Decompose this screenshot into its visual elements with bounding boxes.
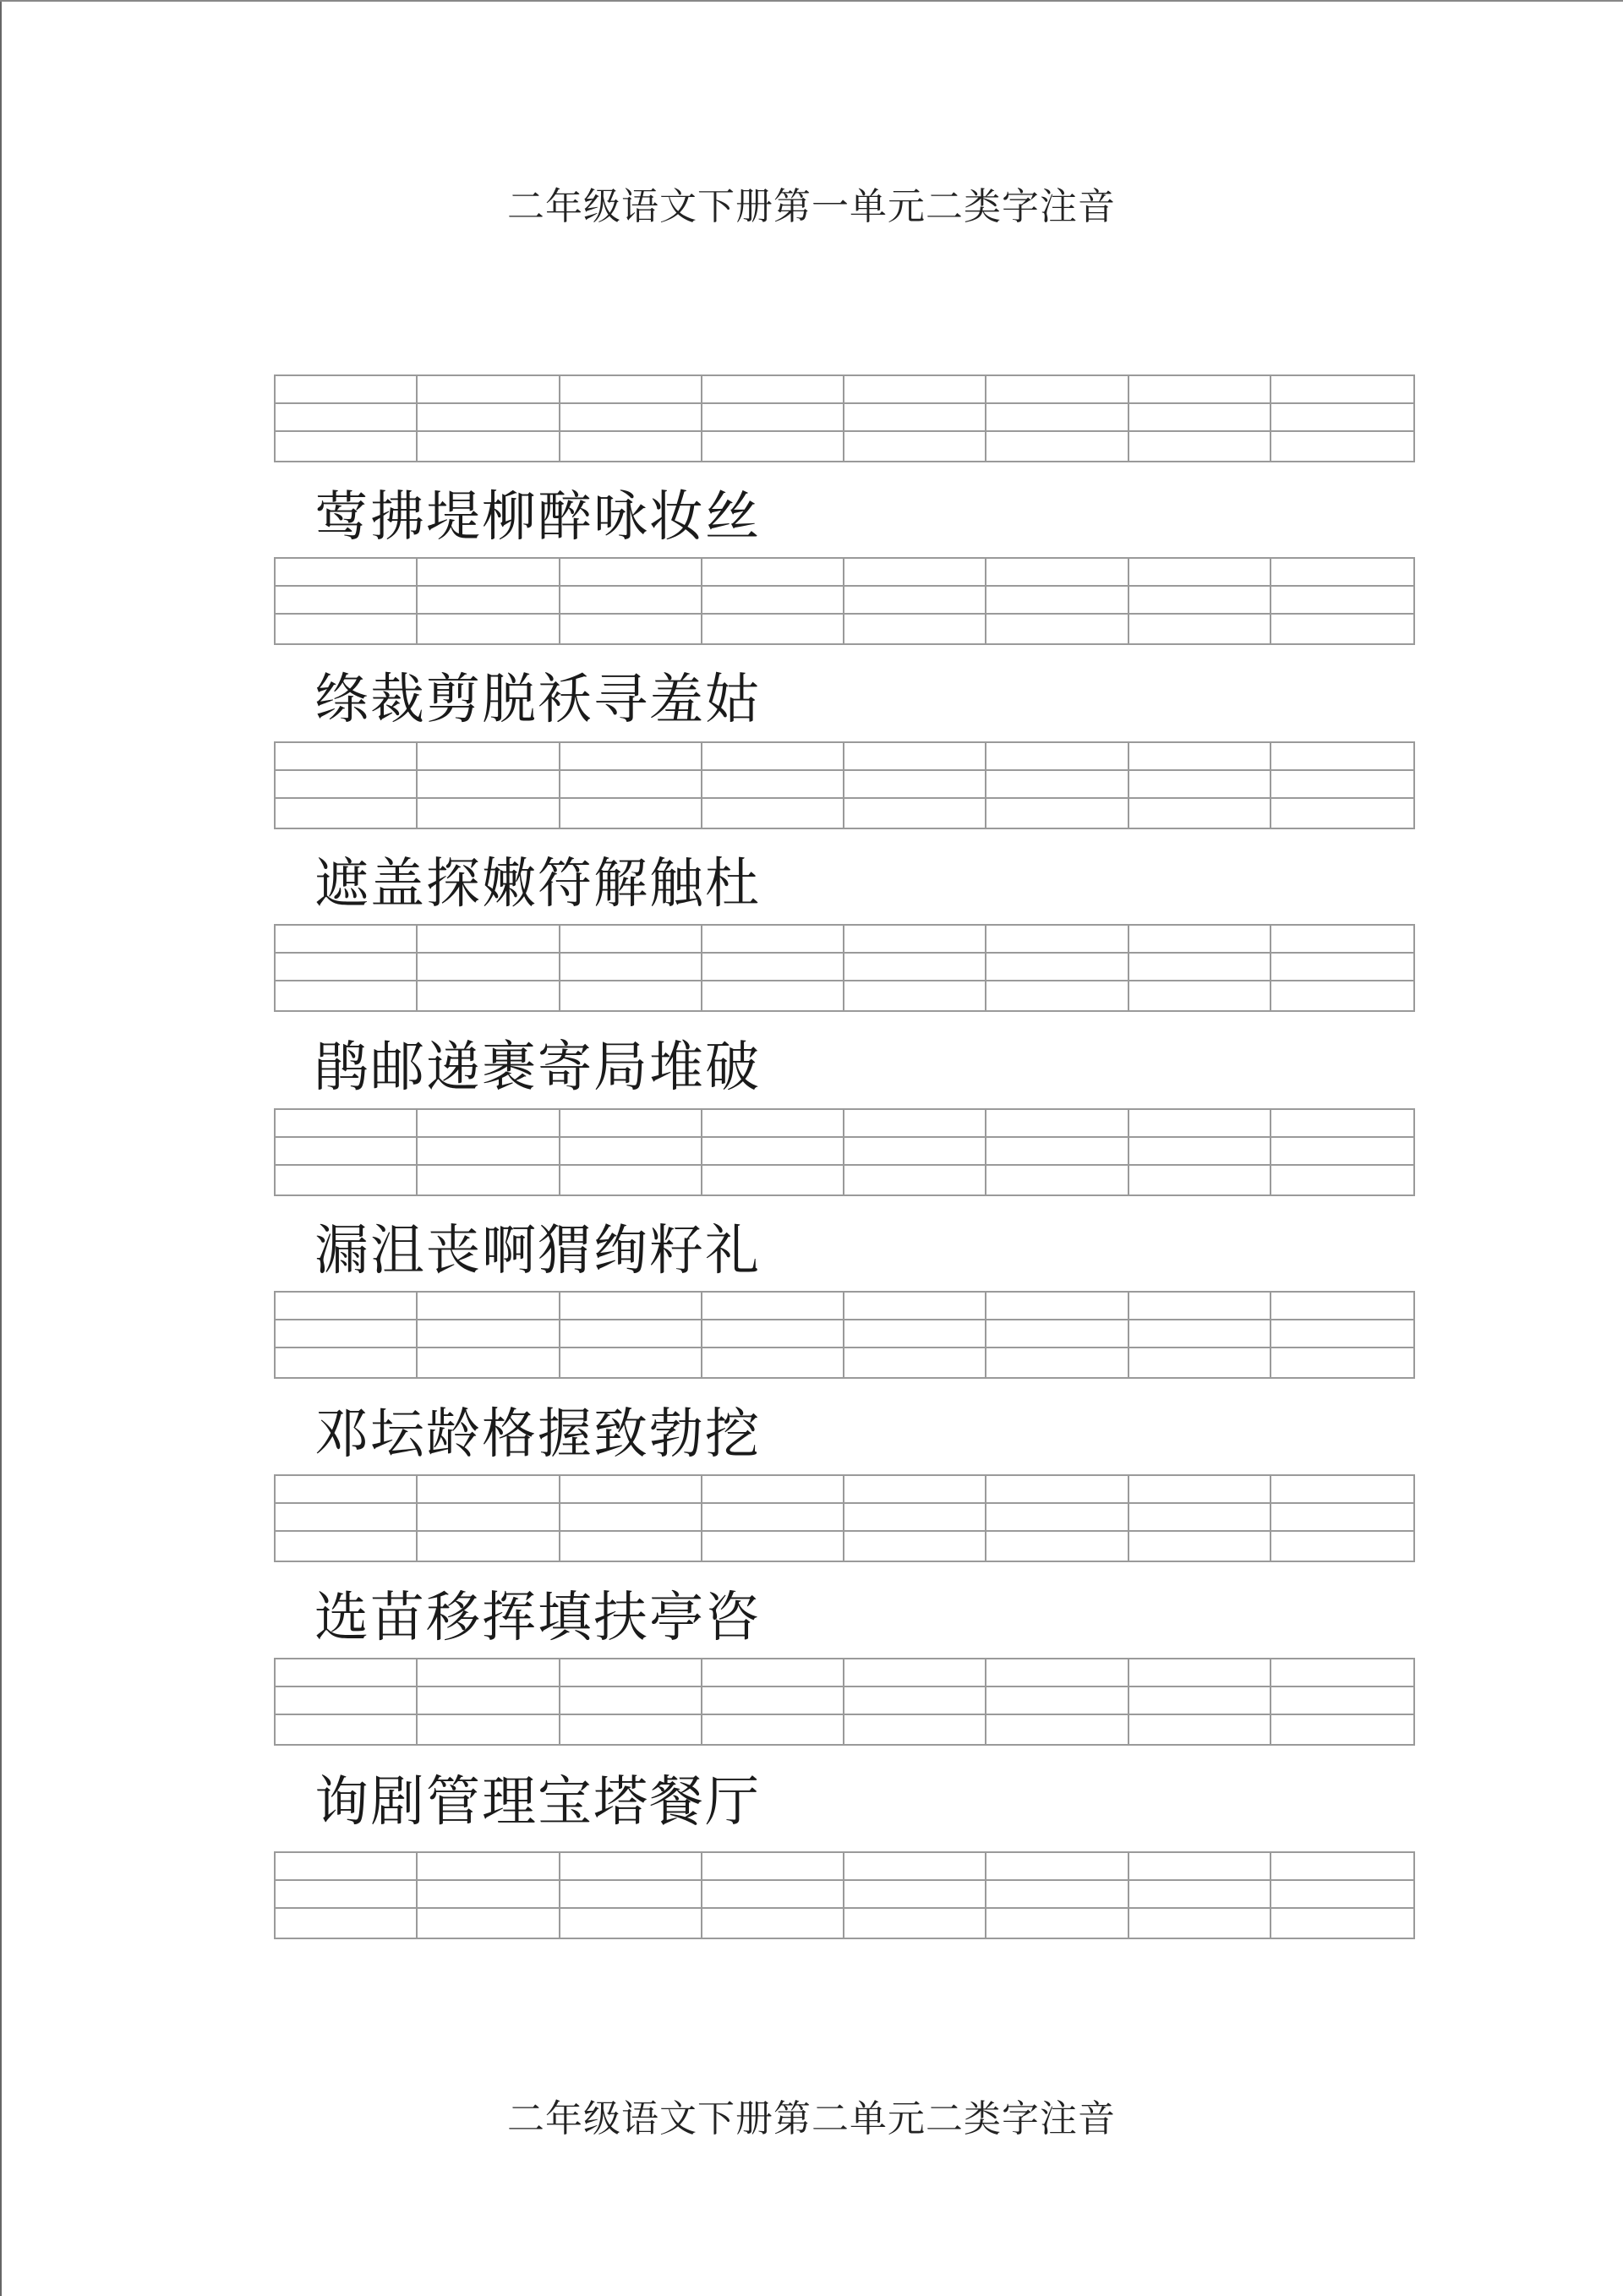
pinyin-cell[interactable] <box>1271 376 1413 461</box>
char-row-2: 绦裁剪脱袄寻羞姑 <box>314 669 761 731</box>
pinyin-grid-5[interactable] <box>274 1108 1415 1196</box>
pinyin-cell[interactable] <box>418 1293 560 1377</box>
pinyin-cell[interactable] <box>702 559 844 643</box>
pinyin-cell[interactable] <box>276 1476 418 1561</box>
pinyin-cell[interactable] <box>276 926 418 1010</box>
pinyin-cell[interactable] <box>844 559 986 643</box>
pinyin-cell[interactable] <box>1129 376 1271 461</box>
pinyin-grid-7[interactable] <box>274 1474 1415 1562</box>
pinyin-cell[interactable] <box>1129 559 1271 643</box>
char-row-4: 鹃邮递裹寄局堆破 <box>314 1036 761 1099</box>
pinyin-cell[interactable] <box>1129 926 1271 1010</box>
pinyin-cell[interactable] <box>276 743 418 828</box>
pinyin-cell[interactable] <box>1271 926 1413 1010</box>
unit2-title: 二年级语文下册第二单元二类字注音 <box>507 2097 1116 2140</box>
pinyin-cell[interactable] <box>560 1110 702 1194</box>
pinyin-cell[interactable] <box>560 743 702 828</box>
pinyin-cell[interactable] <box>1271 559 1413 643</box>
pinyin-cell[interactable] <box>844 1853 986 1938</box>
pinyin-cell[interactable] <box>986 1110 1128 1194</box>
pinyin-cell[interactable] <box>1271 1659 1413 1744</box>
char-row-6: 邓坛龄格握致勃挖 <box>314 1403 761 1466</box>
page-left-border <box>0 0 2 2296</box>
pinyin-grid-3[interactable] <box>274 741 1415 829</box>
pinyin-cell[interactable] <box>418 1110 560 1194</box>
pinyin-cell[interactable] <box>844 926 986 1010</box>
pinyin-cell[interactable] <box>560 1293 702 1377</box>
char-row-1: 莺拂堤柳醉咏妆丝 <box>314 486 761 549</box>
pinyin-cell[interactable] <box>560 376 702 461</box>
pinyin-cell[interactable] <box>560 926 702 1010</box>
pinyin-cell[interactable] <box>1129 1476 1271 1561</box>
pinyin-cell[interactable] <box>418 376 560 461</box>
pinyin-grid-4[interactable] <box>274 924 1415 1012</box>
pinyin-cell[interactable] <box>276 1853 418 1938</box>
pinyin-cell[interactable] <box>1129 1853 1271 1938</box>
pinyin-cell[interactable] <box>1129 1293 1271 1377</box>
pinyin-grid-9[interactable] <box>274 1851 1415 1939</box>
pinyin-cell[interactable] <box>702 376 844 461</box>
pinyin-cell[interactable] <box>702 926 844 1010</box>
pinyin-grid-6[interactable] <box>274 1291 1415 1379</box>
pinyin-grid-2[interactable] <box>274 557 1415 645</box>
pinyin-cell[interactable] <box>418 743 560 828</box>
char-row-7: 选苗移挥填扶亭咨 <box>314 1587 761 1649</box>
pinyin-cell[interactable] <box>276 559 418 643</box>
pinyin-cell[interactable] <box>986 559 1128 643</box>
pinyin-cell[interactable] <box>1129 1659 1271 1744</box>
pinyin-cell[interactable] <box>702 1110 844 1194</box>
pinyin-cell[interactable] <box>844 1659 986 1744</box>
pinyin-cell[interactable] <box>844 743 986 828</box>
pinyin-cell[interactable] <box>276 376 418 461</box>
pinyin-cell[interactable] <box>986 376 1128 461</box>
char-row-8: 询剧管理宝塔餐厅 <box>314 1771 761 1834</box>
pinyin-cell[interactable] <box>986 1476 1128 1561</box>
char-row-3: 遮盖探嫩符解触杜 <box>314 853 761 916</box>
pinyin-cell[interactable] <box>986 1293 1128 1377</box>
pinyin-cell[interactable] <box>1271 743 1413 828</box>
pinyin-cell[interactable] <box>560 1853 702 1938</box>
pinyin-cell[interactable] <box>418 1476 560 1561</box>
pinyin-cell[interactable] <box>418 559 560 643</box>
pinyin-cell[interactable] <box>1129 1110 1271 1194</box>
pinyin-cell[interactable] <box>1129 743 1271 828</box>
pinyin-cell[interactable] <box>418 1659 560 1744</box>
pinyin-cell[interactable] <box>1271 1293 1413 1377</box>
unit1-title: 二年级语文下册第一单元二类字注音 <box>507 185 1116 228</box>
pinyin-cell[interactable] <box>986 926 1128 1010</box>
pinyin-cell[interactable] <box>986 1853 1128 1938</box>
pinyin-cell[interactable] <box>986 743 1128 828</box>
pinyin-cell[interactable] <box>1271 1476 1413 1561</box>
pinyin-cell[interactable] <box>276 1659 418 1744</box>
pinyin-cell[interactable] <box>702 1853 844 1938</box>
pinyin-cell[interactable] <box>1271 1853 1413 1938</box>
pinyin-cell[interactable] <box>276 1293 418 1377</box>
pinyin-cell[interactable] <box>844 1110 986 1194</box>
pinyin-cell[interactable] <box>560 559 702 643</box>
pinyin-cell[interactable] <box>560 1476 702 1561</box>
char-row-5: 漏沮丧啊猬绚籽礼 <box>314 1220 761 1282</box>
pinyin-cell[interactable] <box>276 1110 418 1194</box>
pinyin-cell[interactable] <box>844 1293 986 1377</box>
pinyin-cell[interactable] <box>844 1476 986 1561</box>
pinyin-cell[interactable] <box>702 1293 844 1377</box>
page-top-border <box>0 0 1623 2</box>
pinyin-cell[interactable] <box>418 926 560 1010</box>
pinyin-grid-1[interactable] <box>274 374 1415 462</box>
pinyin-cell[interactable] <box>986 1659 1128 1744</box>
pinyin-grid-8[interactable] <box>274 1658 1415 1746</box>
pinyin-cell[interactable] <box>702 1476 844 1561</box>
pinyin-cell[interactable] <box>1271 1110 1413 1194</box>
pinyin-cell[interactable] <box>702 1659 844 1744</box>
pinyin-cell[interactable] <box>560 1659 702 1744</box>
pinyin-cell[interactable] <box>844 376 986 461</box>
pinyin-cell[interactable] <box>418 1853 560 1938</box>
pinyin-cell[interactable] <box>702 743 844 828</box>
